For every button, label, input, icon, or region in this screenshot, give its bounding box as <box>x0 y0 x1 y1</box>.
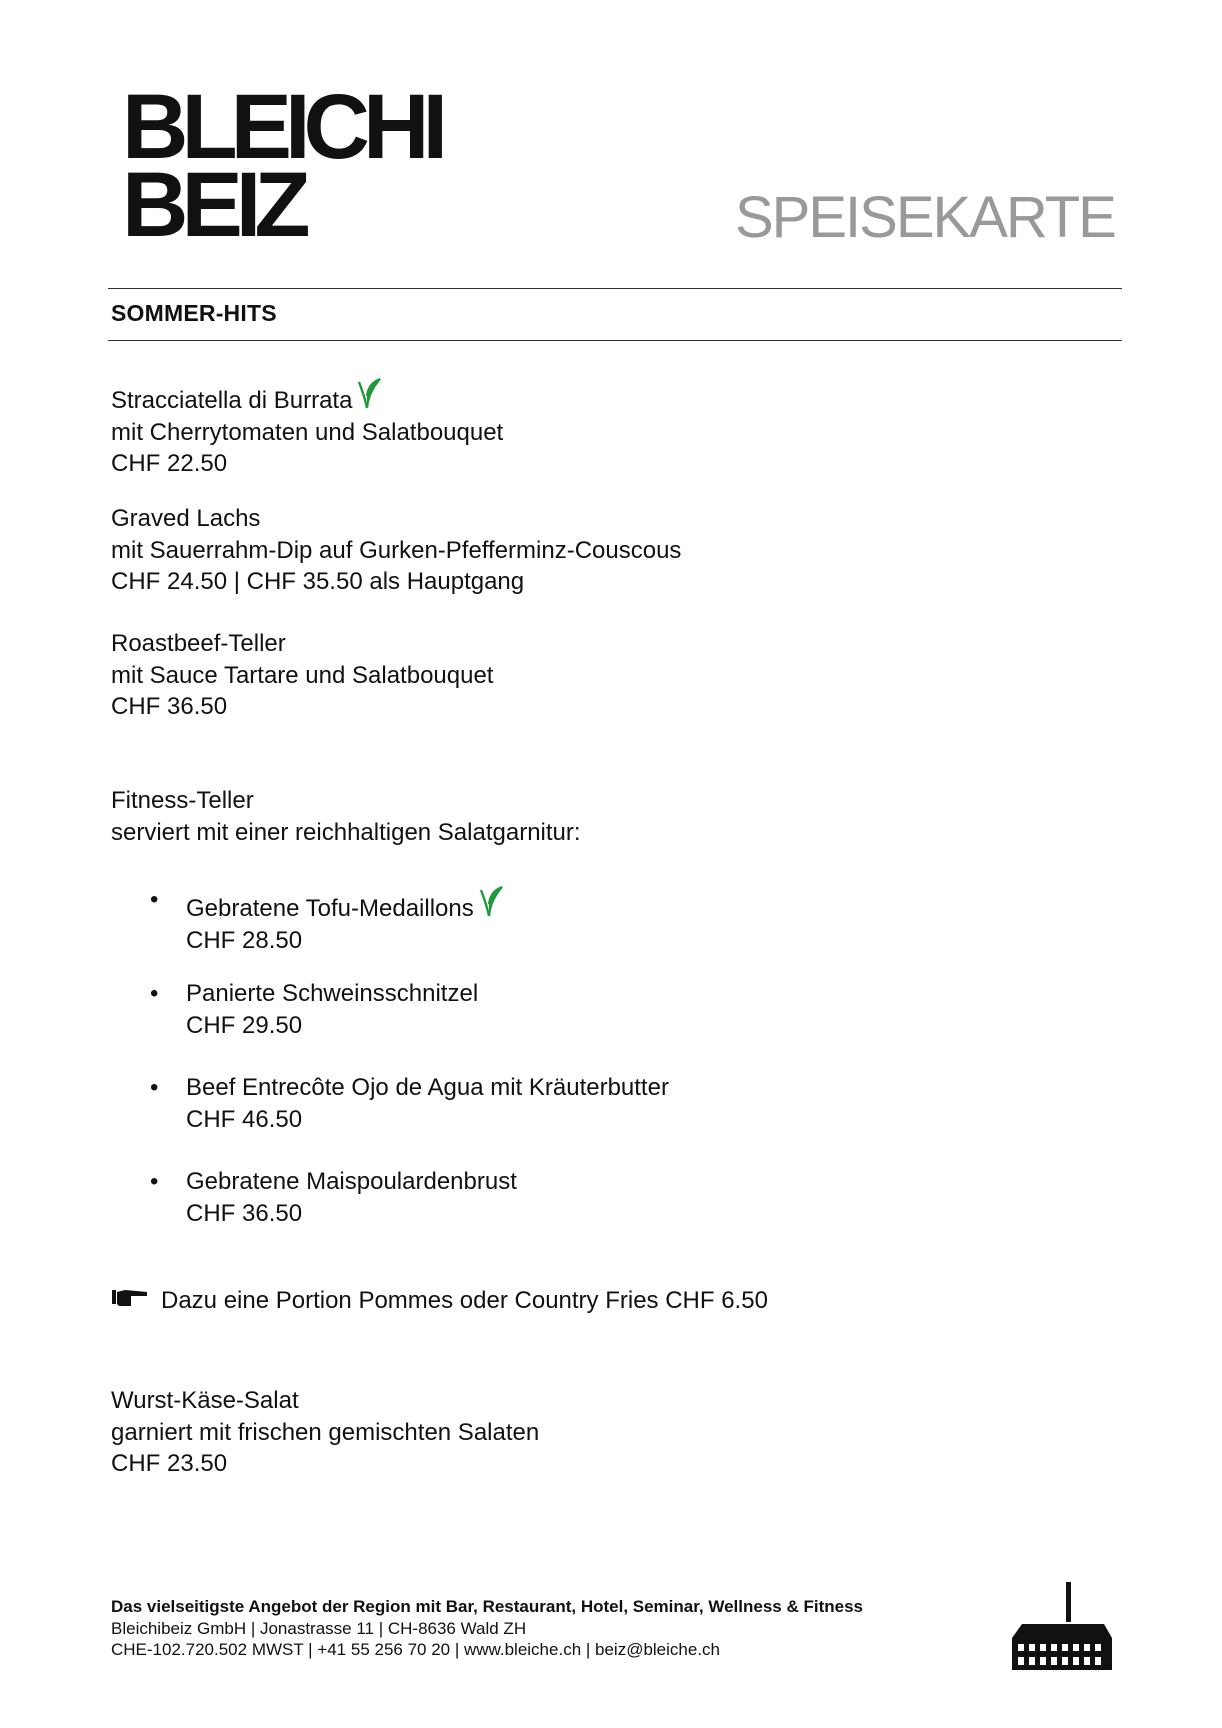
menu-item-name: Wurst-Käse-Salat <box>111 1387 299 1414</box>
menu-item-description: garniert mit frischen gemischten Salaten <box>111 1418 540 1446</box>
list-item-text <box>186 1072 669 1135</box>
bullet: • <box>150 980 159 1007</box>
menu-item <box>111 376 503 480</box>
divider-bottom <box>108 340 1122 341</box>
list-item-name: Gebratene Maispoulardenbrust <box>186 1168 517 1195</box>
list-item-name: Gebratene Tofu-Medaillons <box>186 895 474 922</box>
fitness-plate-description: serviert mit einer reichhaltigen Salatgarnitur: <box>111 818 581 846</box>
footer <box>111 1596 863 1661</box>
menu-item-name: Roastbeef-Teller <box>111 630 286 657</box>
menu-item <box>111 503 681 598</box>
menu-item-name: Graved Lachs <box>111 505 261 532</box>
menu-item-name-row <box>111 376 503 417</box>
bullet: • <box>150 1168 159 1195</box>
menu-item-price: CHF 24.50 | CHF 35.50 als Hauptgang <box>111 568 525 595</box>
list-item-text <box>186 978 478 1041</box>
vegetarian-leaf-icon <box>356 376 382 410</box>
menu-item-price: CHF 36.50 <box>111 693 228 720</box>
menu-item-description: mit Sauce Tartare und Salatbouquet <box>111 661 494 689</box>
list-item-name-row <box>186 884 504 925</box>
menu-item-price: CHF 23.50 <box>111 1450 228 1477</box>
bullet: • <box>150 1074 159 1101</box>
menu-item-description: mit Sauerrahm-Dip auf Gurken-Pfefferminz-Couscous <box>111 536 682 564</box>
building-logo-icon <box>1004 1580 1114 1672</box>
side-note <box>111 1285 768 1317</box>
divider-top <box>108 288 1122 289</box>
list-item-name: Panierte Schweinsschnitzel <box>186 980 479 1007</box>
list-item-text <box>186 884 504 956</box>
list-item-price: CHF 29.50 <box>186 1011 303 1039</box>
section-title: SOMMER-HITS <box>111 300 277 326</box>
logo-line-1: BLEICHI <box>122 76 441 178</box>
footer-contact: CHE-102.720.502 MWST | +41 55 256 70 20 | www.bleiche.ch | beiz@bleiche.ch <box>111 1640 721 1659</box>
list-item-price: CHF 28.50 <box>186 926 303 954</box>
list-item-text <box>186 1166 517 1229</box>
logo <box>122 76 441 256</box>
menu-item <box>111 1385 539 1480</box>
footer-tagline: Das vielseitigste Angebot der Region mit Bar, Restaurant, Hotel, Seminar, Wellness & Fitness <box>111 1597 863 1616</box>
menu-item-description: mit Cherrytomaten und Salatbouquet <box>111 418 504 446</box>
page-title: SPEISEKARTE <box>735 185 1115 250</box>
menu-item <box>111 628 493 723</box>
footer-address: Bleichibeiz GmbH | Jonastrasse 11 | CH-8636 Wald ZH <box>111 1618 527 1638</box>
logo-line-2: BEIZ <box>122 154 304 256</box>
bullet: • <box>150 886 159 913</box>
fitness-plate <box>111 785 581 848</box>
pointing-hand-icon <box>111 1286 149 1310</box>
list-item-price: CHF 36.50 <box>186 1199 303 1227</box>
fitness-plate-name: Fitness-Teller <box>111 787 254 814</box>
menu-item-name: Stracciatella di Burrata <box>111 387 353 414</box>
side-note-text: Dazu eine Portion Pommes oder Country Fries CHF 6.50 <box>161 1287 768 1314</box>
vegetarian-leaf-icon <box>478 884 504 918</box>
menu-item-price: CHF 22.50 <box>111 450 228 477</box>
list-item-price: CHF 46.50 <box>186 1105 303 1133</box>
list-item-name: Beef Entrecôte Ojo de Agua mit Kräuterbutter <box>186 1074 669 1101</box>
